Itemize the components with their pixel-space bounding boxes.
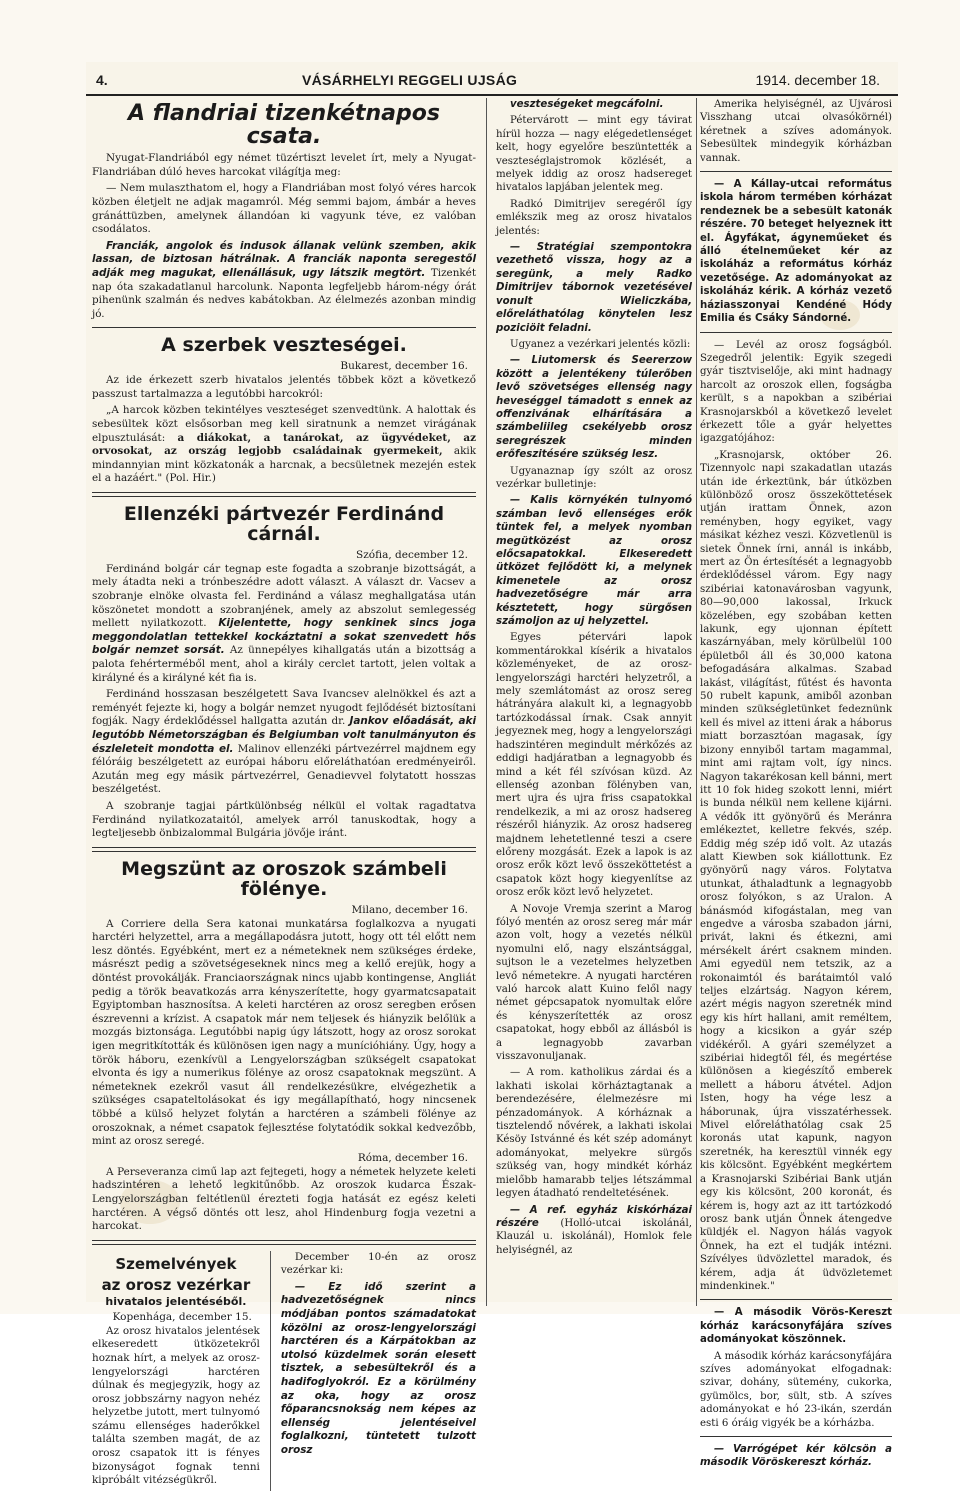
body-text: Az ünnepélyes kihallgatás után a bizottság a palota fehérterméből ment, ahol a király cerclet tartott, jelen voltak a királyné és a királyné két fia is. — [92, 644, 477, 684]
article-paragraph: Radkó Dimitrijev seregéről így emlékszik meg az orosz hivatalos jelentés: — [496, 198, 692, 237]
article-paragraph: — A rom. katholikus zárdai és a lakhati iskolai körháztagtanak a berendezésére, élelmezésre mi pénzadományok. A kórháznak a tisztelendő nővérek, a lakhati iskolai Késöy Istvánné és két szép adományt adományokat, melyekre sürgős szükség van, hogy mindkét kórház mielőbb hamarabb teljes létszámmal legyen átadható rendeltetésének. — [496, 1067, 692, 1200]
notice-paragraph: — A Kállay-utcai református iskola három termében kórházat rendeznek be a sebesült katonák részére. 70 beteget helyeznek itt el. Ágyfákat, ágyneműeket és álló ételneműeket kér az iskoláház a református kórház vezetősége. Az adományokat az iskoláház kérik. A kórház vezető háziasszonyai Kendéné Hódy Emilia és Csáky Sándorné. — [700, 179, 892, 325]
article-paragraph: A szobranje tagjai pártkülönbség nélkül el voltak ragadtatva Ferdinánd nyilatkozataitól, amelyek arról tanuskodtak, hogy a legteljesebb önbizalommal Bulgária jövője iránt. — [92, 799, 476, 840]
column-right — [700, 98, 892, 1469]
issue-date: 1914. december 18. — [755, 72, 880, 88]
column-middle — [496, 98, 692, 1306]
article-paragraph: Nyugat-Flandriából egy német tüzértiszt levelet írt, mely a Nyugat-Flandriában dúló heves harcokat világítja meg: — [92, 152, 476, 178]
column-rule — [486, 98, 487, 1306]
article-subtitle: hivatalos jelentéséből. — [105, 1295, 247, 1309]
section-divider — [92, 847, 476, 852]
body-text: (Holló-utcai iskolánál, Klauzál u. iskolánál), Homlok fele helyiségnél, az — [496, 1217, 692, 1256]
letter-paragraph: „Krasnojarsk, október 26. Tizennyolc napi szakadatlan utazás után ide érkeztünk, bár útközben különböző orosz összeköttetések utján irattam Önnek, azon reményben, hogy egyiket, vagy másikat kézhez veszi. Közvetlenül is sietek Önnek írni, annál is inkább, mert az Ön értesítését a legnagyobb érdeklődéssel várom. Egy nagy szibériai katonavárosban vagyunk, 80—90,000 lakossal, Irkuck közelében, egy szobában ketten lakunk, egy ujonnan épített kaszárnyában, mely körülbelül 100 épületből áll és 30,000 katona befogadására alkalmas. Szabad lakást, világítást, fűtést és havonta 50 rubelt kapunk, amiből azonban minden szükségletünket fedeznünk kell és mivel az itteni árak a háborus miatt borzasztóan magasak, így bizony ennyiből tartam magammal, mint ami rajtam volt, így nincs. Nagyon takarékosan kell bánni, mert itt 10 fok hideg szokott lenni, miért is bunda nélkül nem kellene kijárni. A védők itt gyönyörű és Meránra emlékeztet, kelletre fekvés, szép. Eddig még szép idő volt. Az utazás alatt Kiewben sok kiállottunk. Ez gyönyörű nagy város. Folytatva utunkat, áthaladtunk a legnagyobb orosz folyókon, s az Uralon. A bánásmód kifogástalan, meg van engedve a városba szabadon járni, privát, lakni és étkezni, ami mérsékelt árért csaknem minden. Ami egyedül nem tetszik, az a rokonaimtól és barátaimtól való teljes elzártság. Nagyon kérem, azért mégis nagyon szeretnék mind egy kis hírt hallani, amit reméltem, hogy a kicsikon a gyár szép vidékéről. A gyári személyzet a szibériai hidegtől fél, és megértése különösen a kiegészítő emberek mellett a háboru átvétel. Adjon Isten, hogy ha vége lesz a háborunak, újra visszatérhessek. Mivel előreláthatólag csak 25 koronás utat kapunk, nagyon szeretnék, ha keresztül vinnék egy kis kölcsönt. Egyébként megkértem a Krasnojarski Szibériai Bank utján egy kis kölcsönt, 200 koronát, és kérem is, hogy azt az itt tartózkodó orosz bank utján Önnek átengedve küldjék el. Nagyon hálás vagyok Önnek, ha ezt el tudják intézni. Szívélyes üdvözlettel maradok, és kérem, adja át üdvözletemet mindenkinek." — [700, 449, 892, 1292]
article-paragraph: Egyes pétervári lapok kommentárokkal kísérik a hivatalos közleményeket, de az orosz-lengyelországi harctéri helyzetről, a mely szemlátomást az orosz sereg hátrányára alakult ki, a legnagyobb tartózkodással írnak. Csak annyit jegyeznek meg, hogy a lengyelországi hadszintéren megindult mérkőzés az eddigi hadjáratban a legnagyobb és mind a két fél szívósan küzd. Az ellenség azonban fölényben van, mert ujra és ujra friss csapatokkal rendelkezik, a mi az orosz hadsereg részéről hiányzik. Az orosz hadsereg majdnem lehetetlenné teszi a csere előreny mozgását. Ezek a lapok is az orosz erők közt levő összeköttetést a csapatok közt hogy kiegyenlítse az orosz erők közt levő helyzetet. — [496, 632, 692, 899]
article-title-flandria: A flandriai tizenkétnapos csata. — [128, 101, 440, 150]
dateline: Milano, december 16. — [351, 903, 468, 916]
page-number: 4. — [96, 72, 108, 88]
dateline: Róma, december 16. — [357, 1151, 468, 1164]
subcolumn-right — [281, 1251, 476, 1491]
emphasis-paragraph: — Kalis környékén tulnyomó számban levő ellenséges erők tüntek fel, a melyek nyomban megütközést az orosz előcsapatokkal. Elkeseredett ütközet fejlődött ki, a melynek kimenetele az orosz hadvezetőségre már arra késztetett, hogy sürgősen számoljon az uj helyzettel. — [496, 495, 692, 628]
dateline: Kopenhága, december 15. — [112, 1310, 252, 1323]
section-divider — [700, 1436, 892, 1437]
article-paragraph: A Perseveranza cimű lap azt fejtegeti, hogy a németek helyzete keleti hadszintéren a lehető legkitűnőbb. Az oroszok kudarca Észak-Lengyelországban feltétlenül érezteti fogja hatását ez egész keleti harctéren. A végső döntés ott lesz, ahol Hindenburg fogja vezetni a harcokat. — [92, 1165, 476, 1233]
dateline: Bukarest, december 16. — [340, 360, 468, 373]
emphasis-paragraph: veszteségeket megcáfolni. — [510, 99, 664, 110]
emphasis-text: Kijelentette, hogy senkinek sincs joga meggondolatlan tettekkel kockáztatni a sokat szenvedett hős bolgár nemzet sorsát. — [92, 617, 476, 657]
section-divider — [92, 327, 476, 328]
article-paragraph: — Levél az orosz fogságból. Szegedről jelentik: Egyik szegedi gyár tisztviselője, aki mint hadnagy harcolt az oroszok ellen, fogságba került, s a napokban a szibériai Krasnojarskból a következő levelet érkezett tőle a gyár helyettes igazgatójához: — [700, 339, 892, 445]
newspaper-name: VÁSÁRHELYI REGGELI UJSÁG — [302, 72, 518, 88]
article-paragraph: Pétervárott — mint egy távirat hírül hozza — nagy elégedetlenséget kelt, hogy egyelőre beszüntették a veszteséglajstromok közlését, a melyek iddig az orosz hadsereget hivatalos lapjában jelentek meg. — [496, 115, 692, 194]
body-text: „A harcok közben tekintélyes veszteséget szenvedtünk. A halottak és sebesültek közt elsősorban meg kell siratnunk a nemzet virágának elpusztulását: — [92, 404, 476, 444]
subcolumn-left — [92, 1251, 260, 1491]
section-divider — [700, 1299, 892, 1300]
emphasis-paragraph: — Liutomersk és Seererzow között a jelentékeny túlerőben levő szövetséges ellenség nagy heveséggel támadott s ennek az offenzivának elhárítására a számbeliileg csekélyebb orosz seregrészek minden erőfeszitésére szükség lesz. — [496, 355, 692, 461]
emphasis-paragraph: — Ez idő szerint a hadvezetőségnek nincs módjában pontos számadatokat közölni az orosz-lengyelországi harctéren és a Kárpátokban az utolsó küzdelmek során elesett tisztek, a sebesültekről és a hadifoglyokról. Ez a körülmény az oka, hogy az orosz főparancsnokság nem képes az ellenség jelentéseivel foglalkozni, tüntetett tulzott orosz — [280, 1280, 476, 1456]
article-paragraph: A második kórház karácsonyfájára szíves adományokat elfogadnak: szivar, dohány, sütemény, cukorka, gyümölcs, bor, sült, stb. A szíves adományokat e hó 23-ikán, szerdán esti 6 óráig vigyék be a kórházba. — [700, 1350, 892, 1429]
notice-paragraph: — A második Vörös-Kereszt kórház karácsonyfájára szíves adományokat köszönnek. — [700, 1307, 892, 1346]
article-title-russians: Megszünt az oroszok számbeli fölénye. — [121, 857, 447, 900]
article-paragraph — [92, 240, 476, 322]
header-rule — [86, 94, 898, 96]
split-section — [92, 1251, 476, 1491]
subcolumn-rule — [270, 1251, 271, 1491]
article-title-serbs: A szerbek veszteségei. — [161, 334, 407, 357]
body-text: akik mindannyian mint közkatonák a harcnak, a becsületnek mezején estek el a hazáért." (Pol. Hir.) — [92, 445, 476, 485]
emphasis-paragraph: — Stratégiai szempontokra vezethető vissza, hogy az a seregünk, a mely Radko Dimitrijev tábornok vezetésével vonult Wieliczkába, előreláthatólag könytelen lesz poziciöit feladni. — [496, 242, 692, 334]
page-header — [86, 70, 898, 94]
body-text: Ferdinánd bolgár cár tegnap este fogadta a szobranje bizottságát, a mely átadta neki a trónbeszédre adott választ. A választ dr. Vacsev a szobranje elnöke olvasta fel. Ferdinánd a válasz meghallgatása után köszönetet mondott a szobranjének, amely az abszolut semlegesség mellett nyilatkozott. — [92, 562, 476, 630]
emphasis-text: — A ref. egyház kiskórházai részére — [496, 1204, 692, 1229]
article-paragraph: December 10-én az orosz vezérkar ki: — [280, 1250, 476, 1277]
body-text: Tizenkét nap óta szakadatlanul harcolunk. Naponta legfeljebb három-négy órát pihenünk szalmán és nedves kabátokban. Az élelmezés azonban mindig jó. — [92, 266, 477, 320]
article-paragraph: A Corriere della Sera katonai munkatársa foglalkozva a nyugati harctéri helyzettel, arra a megállapodásra jutott, hogy ott tél előtt nem lesz döntés. Egyébként, mert ez a németeknek nem szükséges érdeke, másrészt pedig a szövetségeseknek nincs meg a kellő erejük, hogy a döntést provokálják. Franciaországnak nincs ujabb kontingense, Angliát pedig a török beavatkozás arra kényszerítette, hogy gyarmatcsapatait Egyiptomban hasznosítsa. A keleti harctéren az orosz seregben erősen észrevenni a krízist. A csapatok már nem teljesek és hiányzik belőlük a mozgás biztonsága. Legutóbbi napig úgy látszott, hogy az orosz sorokat igen megritkították és különösen igen nagy a munícióhiány. Úgy, hogy a török háboru, ezenkívül a Lengyelországban szükségelt csapatokat elvonta és igy a numerikus fölénye az orosz csapatoknak megszünt. A németeknek ezekről vasut áll rendelkezésükre, elvégezhetik a szükséges csapateltolásokat és igy megállapítható, hogy nincsenek többé a külső helyzet folytán a harctéren a számbeli fölénye az oroszoknak, a német csapatok fejlesztése folytatódik sokkal kedvezőbb, mint az orosz seregé. — [92, 917, 476, 1148]
column-rule — [696, 98, 697, 1306]
section-divider — [700, 332, 892, 333]
dateline: Szófia, december 12. — [356, 548, 468, 561]
body-text: Ferdinánd hosszasan beszélgetett Sava Ivancsev alelnökkel és azt a reményét fejezte ki, hogy a bolgár nemzet nyugodt fejlődését biztosítani fogják. Nagy érdeklődéssel hallgatta azután dr. — [92, 688, 476, 728]
section-divider — [700, 171, 892, 172]
article-title-excerpts: az orosz vezérkar — [101, 1276, 251, 1295]
emphasis-text: Franciák, angolok és indusok állanak velünk szemben, akik lassan, de biztosan hátrálnak. A franciák naponta seregestől adják meg magukat, ellenállásuk, ugy látszik megtört. — [92, 239, 476, 279]
article-paragraph: Az ide érkezett szerb hivatalos jelentés többek közt a következő passzust tartalmazza a legutóbbi harcokról: — [92, 374, 476, 400]
article-title-ferdinand: Ellenzéki pártvezér Ferdinánd cárnál. — [123, 503, 445, 545]
article-paragraph: Az orosz hivatalos jelentések elkeseredett ütközetekről hoznak hírt, a melyek az orosz-lengyelországi harctéren dúlnak és megjegyzik, hogy az orosz jobbszárny nagyon nehéz helyzetbe jutott, mert tulnyomó számu ellenséges haderőkkel találta szemben magát, de az orosz csapatok itt is fényes bizonyságot fognak tenni kipróbált vitézségükről. — [92, 1324, 260, 1487]
section-divider — [92, 1240, 476, 1245]
article-paragraph — [496, 1204, 692, 1258]
article-paragraph: A Novoje Vremja szerint a Marog fólyó mentén az orosz sereg már már azon volt, hogy a vezetés nélkül nyomulni elő, nagy elszántsággal, sujtson le a vezetelmes helyzetben levő németekre. A nyugati harctéren való harcok alatt Kuino felől nagy német gépcsapatok nyomultak előre és kényszerítették az orosz csapatokat, hogy ebből az állásból is a legnagyobb zavarban visszavonuljanak. — [496, 903, 692, 1063]
article-paragraph — [92, 563, 476, 685]
article-paragraph: Ugyanez a vezérkari jelentés közli: — [510, 338, 691, 350]
emphasis-text: Jankov előadását, aki legutóbb Németországban és Belgiumban volt tanulmányuton és észleleteit mondotta el. — [92, 715, 477, 755]
emphasis-paragraph: — Varrógépet kér kölcsön a második Vöröskereszt kórház. — [700, 1444, 892, 1469]
article-paragraph — [92, 404, 476, 486]
article-title-excerpts: Szemelvények — [115, 1254, 237, 1273]
column-left — [92, 98, 477, 1487]
body-text: Malinov ellenzéki pártvezérrel majdnem egy félóráig beszélgetett az európai háboru előreláthatóan eredményeiről. Azután meg egy másik pártvezérrel, Genadievvel folytatott hosszas beszélgetést. — [92, 742, 477, 796]
article-paragraph: Ugyanaznap így szólt az orosz vezérkar bulletinje: — [496, 465, 692, 490]
emphasis-text: a diákokat, a tanárokat, az ügyvédeket, az orvosokat, az ország legjobb családainak gyermekeit, — [92, 431, 476, 458]
article-paragraph: — Nem mulaszthatom el, hogy a Flandriában most folyó véres harcok közben életjelt ne adjak magamról. Még semmi bajom, ámbár a heves gránáttüzben, amelynek állandóan ki vagyunk téve, ez valóban csodálatos. — [92, 182, 476, 236]
article-paragraph: Amerika helyiségnél, az Ujvárosi Visszhang utcai olvasókörnél) kéretnek a szíves adományok. Sebesültek mindegyik kórházban vannak. — [700, 99, 892, 164]
section-divider — [92, 492, 476, 497]
article-paragraph — [92, 688, 476, 797]
